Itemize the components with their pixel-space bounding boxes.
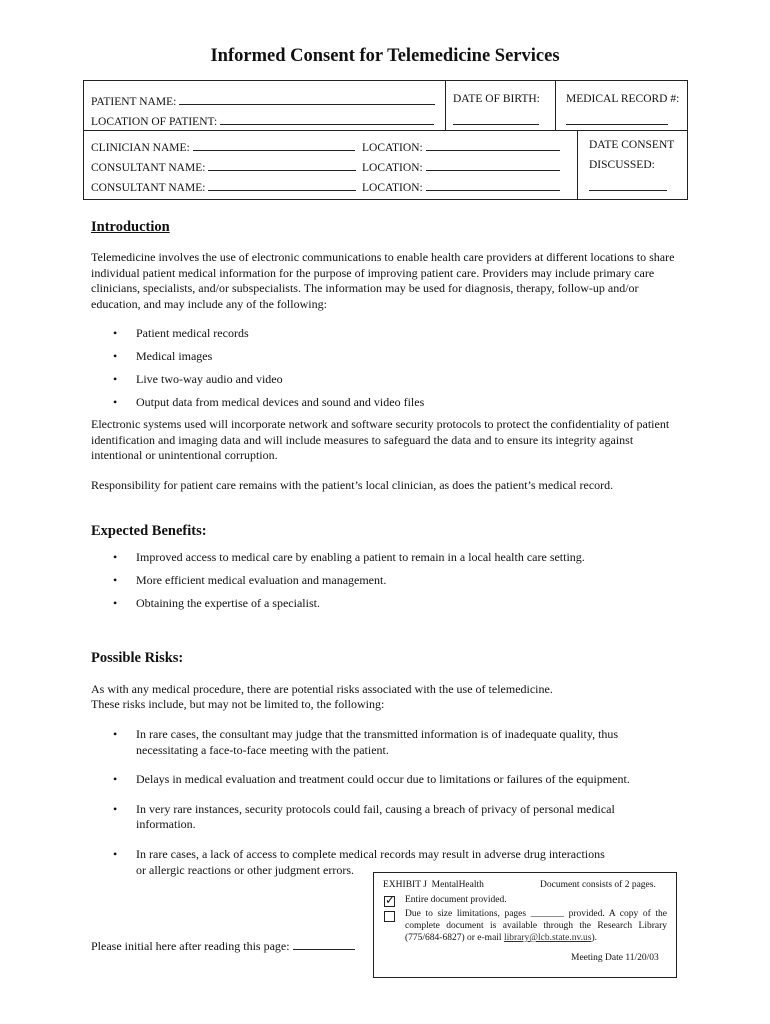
consultant-name-field-1[interactable]: CONSULTANT NAME: — [91, 159, 356, 174]
clinician-location-field[interactable]: LOCATION: — [362, 139, 560, 154]
benefits-list — [91, 550, 691, 612]
consultant-location-field-2[interactable]: LOCATION: — [362, 179, 560, 194]
medical-record-field[interactable] — [566, 113, 668, 128]
list-item: • Medical images — [91, 349, 671, 365]
page-title: Informed Consent for Telemedicine Services — [210, 46, 560, 66]
exhibit-option-entire: Entire document provided. — [405, 895, 507, 905]
introduction-list — [91, 326, 671, 411]
medical-record-label: MEDICAL RECORD #: — [566, 93, 680, 105]
security-paragraph: Electronic systems used will incorporate network and software security protocols to protect the confidentiality of patient identification and imaging data and will include measures to safeguard the data and to ensure its integrity against intentional or unintentional corruption. — [91, 417, 670, 463]
list-item: • Live two-way audio and video — [91, 372, 671, 388]
introduction-paragraph: Telemedicine involves the use of electronic communications to enable health care providers at different locations to share individual patient medical information for the purpose of improving patient care. Providers may include primary care clinicians, specialists, and/or subspecialists. The information may be used for diagnosis, therapy, follow-up and/or education, and may include any of the following: — [91, 250, 675, 311]
date-of-birth-label: DATE OF BIRTH: — [453, 93, 540, 105]
consultant-location-field-1[interactable]: LOCATION: — [362, 159, 560, 174]
consultant-name-field-2[interactable]: CONSULTANT NAME: — [91, 179, 356, 194]
list-item: • Output data from medical devices and sound and video files — [91, 395, 671, 411]
introduction-heading: Introduction — [91, 219, 170, 235]
list-item: • Patient medical records — [91, 326, 671, 342]
risks-intro-line1: As with any medical procedure, there are potential risks associated with the use of telemedicine. — [91, 682, 553, 696]
exhibit-option-partial: Due to size limitations, pages _______ provided. A copy of the complete document is available through the Research Library (775/684-6827) or e-mail library@lcb.state.nv.us). — [405, 909, 667, 943]
date-discussed-label: DISCUSSED: — [589, 159, 655, 171]
location-of-patient-field[interactable]: LOCATION OF PATIENT: — [91, 113, 434, 128]
list-item: • Obtaining the expertise of a specialist. — [91, 596, 691, 612]
date-consent-label: DATE CONSENT — [589, 139, 675, 151]
benefits-heading: Expected Benefits: — [91, 523, 207, 539]
exhibit-committee: MentalHealth — [431, 880, 484, 890]
entire-document-checkbox[interactable] — [384, 893, 396, 907]
list-item: • In very rare instances, security protocols could fail, causing a breach of privacy of personal medical information. — [91, 802, 651, 833]
list-item: • In rare cases, the consultant may judge that the transmitted information is of inadequate quality, thus necessitating a face-to-face meeting with the patient. — [91, 727, 651, 758]
date-consent-field[interactable] — [589, 179, 667, 194]
list-item: • Improved access to medical care by enabling a patient to remain in a local health care setting. — [91, 550, 691, 566]
library-email-link[interactable]: library@lcb.state.nv.us — [503, 933, 592, 943]
date-of-birth-field[interactable] — [453, 113, 539, 128]
exhibit-page-count: Document consists of 2 pages. — [540, 880, 656, 890]
partial-document-checkbox[interactable] — [384, 911, 395, 922]
list-item: • Delays in medical evaluation and treatment could occur due to limitations or failures of the equipment. — [91, 772, 666, 788]
risks-heading: Possible Risks: — [91, 650, 184, 666]
initial-field[interactable]: Please initial here after reading this page: — [91, 938, 355, 954]
clinician-name-field[interactable]: CLINICIAN NAME: — [91, 139, 355, 154]
patient-name-field[interactable]: PATIENT NAME: — [91, 93, 435, 108]
risks-list — [91, 727, 651, 878]
list-item: • In rare cases, a lack of access to complete medical records may result in adverse drug interactions or allergic reactions or other judgment errors. — [91, 847, 651, 878]
list-item: • More efficient medical evaluation and management. — [91, 573, 691, 589]
responsibility-paragraph: Responsibility for patient care remains with the patient’s local clinician, as does the patient’s medical record. — [91, 478, 614, 492]
meeting-date: Meeting Date 11/20/03 — [571, 953, 659, 963]
risks-intro-line2: These risks include, but may not be limited to, the following: — [91, 697, 385, 711]
checkmark-icon: ✓ — [385, 893, 396, 907]
exhibit-label: EXHIBIT J MentalHealth — [383, 880, 484, 890]
